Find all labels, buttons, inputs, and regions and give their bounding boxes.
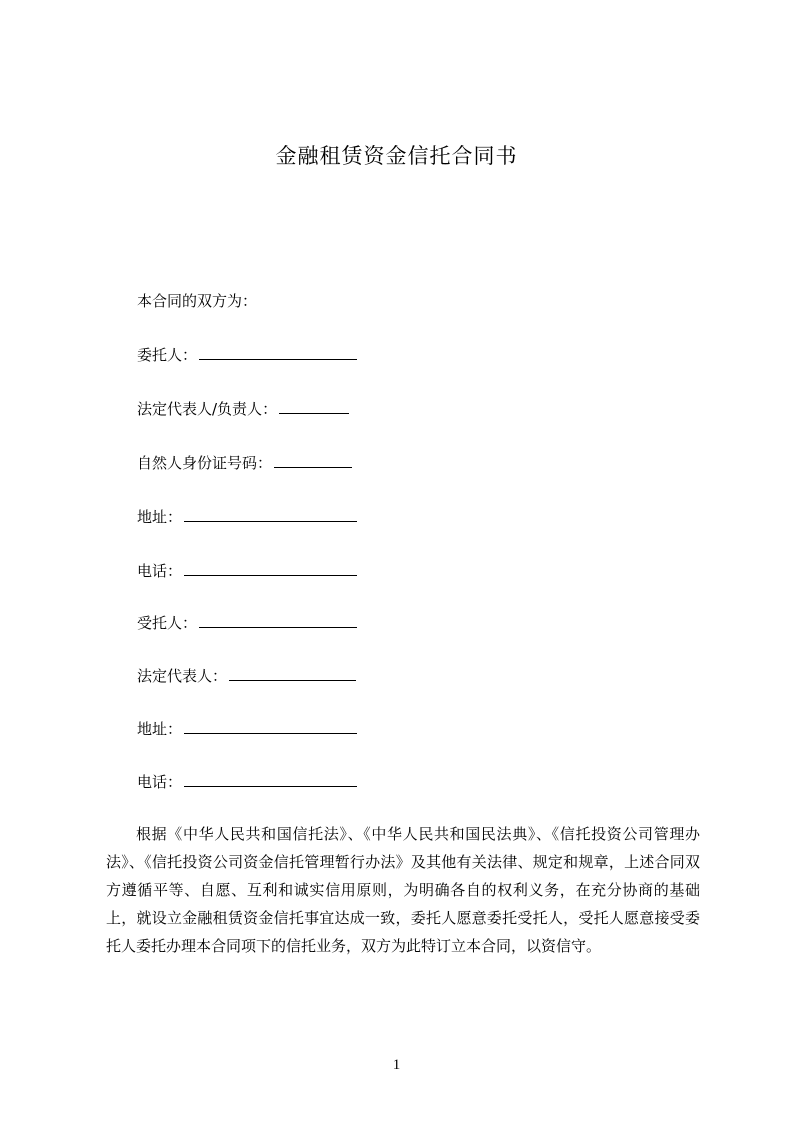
field-separator: ： [182, 346, 198, 364]
field-principal-label: 委托人 [137, 346, 183, 364]
field-principal [137, 344, 357, 366]
field-trustee-representative [137, 665, 356, 687]
field-trustee [137, 612, 357, 634]
field-separator: ： [262, 400, 278, 418]
field-separator: ： [167, 720, 183, 738]
field-trustee-representative-blank[interactable] [229, 665, 356, 681]
field-principal-phone-label: 电话 [137, 562, 168, 580]
field-separator: ： [167, 562, 183, 580]
field-trustee-phone-label: 电话 [137, 773, 168, 791]
field-principal-phone-blank[interactable] [184, 560, 357, 576]
field-separator: ： [167, 773, 183, 791]
field-id-number [137, 452, 352, 474]
field-separator: ： [212, 667, 228, 685]
field-principal-representative [137, 398, 349, 420]
field-trustee-address-blank[interactable] [184, 718, 357, 734]
field-principal-phone [137, 560, 357, 582]
field-principal-address-blank[interactable] [184, 506, 357, 522]
field-separator: ： [257, 454, 273, 472]
field-separator: ： [167, 508, 183, 526]
field-id-number-label: 自然人身份证号码 [137, 454, 258, 472]
field-trustee-address [137, 718, 357, 740]
field-principal-representative-blank[interactable] [279, 398, 349, 414]
field-principal-blank[interactable] [199, 344, 357, 360]
field-principal-address [137, 506, 357, 528]
field-principal-address-label: 地址 [137, 508, 168, 526]
page-number: 1 [392, 1057, 401, 1073]
field-trustee-representative-label: 法定代表人 [137, 667, 213, 685]
document-title: 金融租赁资金信托合同书 [275, 144, 518, 168]
field-trustee-blank[interactable] [199, 612, 357, 628]
field-id-number-blank[interactable] [274, 452, 352, 468]
field-separator: ： [182, 614, 198, 632]
parties-intro: 本合同的双方为： [137, 292, 258, 310]
field-trustee-label: 受托人 [137, 614, 183, 632]
field-trustee-phone-blank[interactable] [184, 771, 357, 787]
field-trustee-address-label: 地址 [137, 720, 168, 738]
contract-preamble: 根据《中华人民共和国信托法》、《中华人民共和国民法典》、《信托投资公司管理办法》、《信托投资公司资金信托管理暂行办法》及其他有关法律、规定和规章，上述合同双方遵循平等、自愿、互利和诚实信用原则，为明确各自的权利义务，在充分协商的基础上，就设立金融租赁资金信托事宜达成一致，委托人愿意委托受托人，受托人愿意接受委托人委托办理本合同项下的信托业务，双方为此特订立本合同，以资信守。 [106, 825, 700, 955]
field-trustee-phone [137, 771, 357, 793]
field-principal-representative-label: 法定代表人/负责人 [137, 400, 263, 418]
